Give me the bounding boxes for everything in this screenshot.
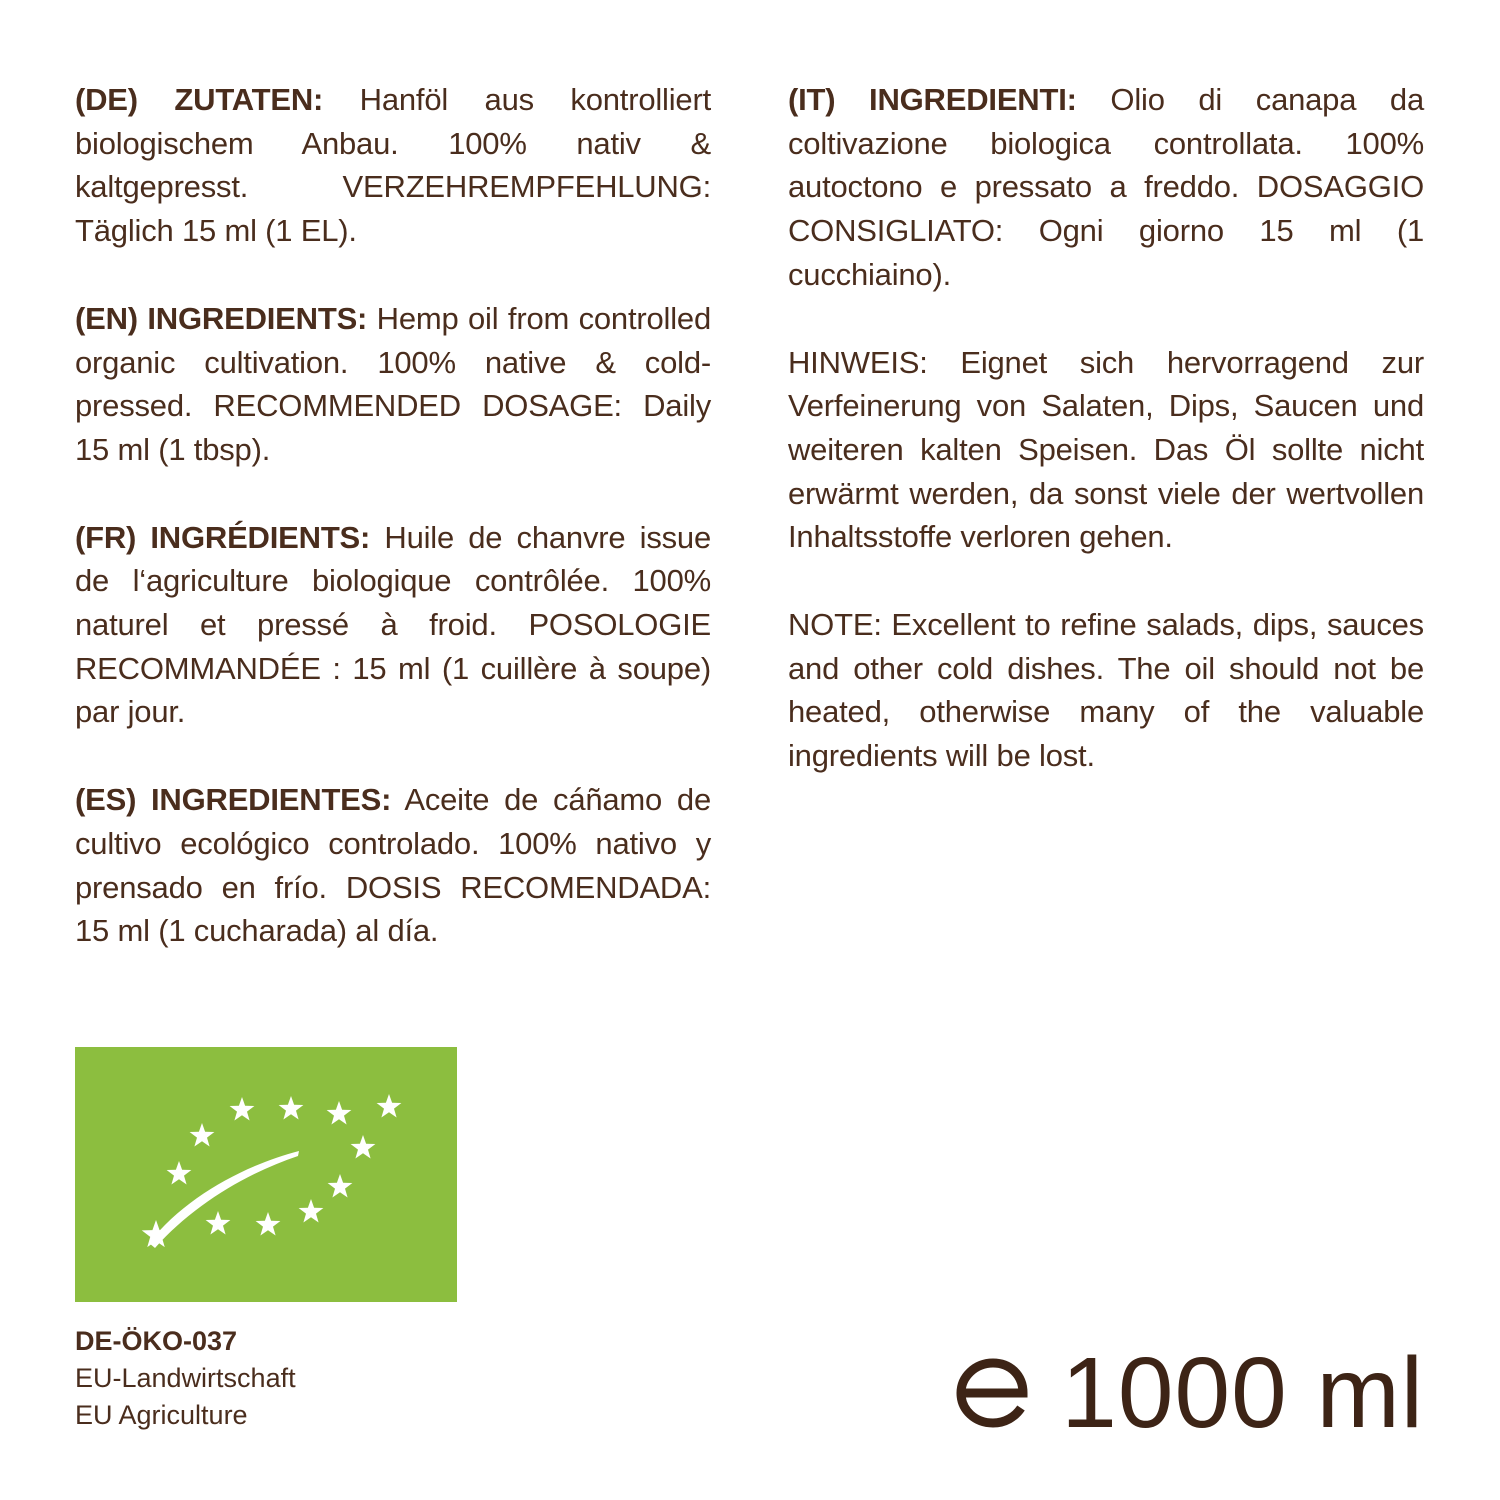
- volume-text: 1000 ml: [1061, 1337, 1424, 1449]
- eu-organic-logo: [75, 1047, 457, 1302]
- ingredients-en: [75, 297, 711, 472]
- left-column: [75, 78, 711, 997]
- ingredients-fr-heading: (FR) INGRÉDIENTS:: [75, 519, 371, 555]
- note-en: [788, 603, 1424, 778]
- ingredients-de-heading: (DE) ZUTATEN:: [75, 82, 324, 117]
- star-icon: [327, 1101, 352, 1125]
- star-icon: [206, 1211, 231, 1235]
- star-icon: [351, 1135, 376, 1159]
- ingredients-fr-text: Huile de chanvre issue de l‘agriculture biologique contrôlée. 100% naturel et pressé à froid. POSOLOGIE RECOMMANDÉE : 15 ml (1 cuillère à soupe) par jour.: [75, 519, 712, 730]
- ingredients-de-text: Hanföl aus kontrolliert biologischem Anbau. 100% nativ & kaltgepresst. VERZEHREMPFEHLUNG: Täglich 15 ml (1 EL).: [75, 82, 711, 249]
- leaf-stem-icon: [149, 1151, 299, 1248]
- ingredients-es-heading: (ES) INGREDIENTES:: [75, 782, 392, 818]
- leaf-of-stars-icon: [75, 1047, 457, 1302]
- star-icon: [299, 1199, 324, 1223]
- star-icon: [279, 1096, 304, 1120]
- star-icon: [377, 1094, 402, 1118]
- ingredients-en-text: Hemp oil from controlled organic cultivation. 100% native & cold-pressed. RECOMMENDED DOSAGE: Daily 15 ml (1 tbsp).: [75, 300, 711, 467]
- right-column: [788, 78, 1424, 822]
- star-icon: [328, 1174, 353, 1198]
- note-en-text: NOTE: Excellent to refine salads, dips, sauces and other cold dishes. The oil should not be heated, otherwise many of the valuable ingredients will be lost.: [788, 607, 1424, 774]
- star-icon: [190, 1123, 215, 1147]
- certification-line-de: EU-Landwirtschaft: [75, 1363, 296, 1393]
- certification-code: DE-ÖKO-037: [75, 1326, 238, 1356]
- ingredients-it-heading: (IT) INGREDIENTI:: [788, 82, 1077, 117]
- certification-block: [75, 1323, 296, 1434]
- star-icon: [167, 1161, 192, 1185]
- ingredients-it: [788, 78, 1424, 297]
- star-icon: [230, 1097, 255, 1121]
- star-icon: [256, 1212, 281, 1236]
- estimated-sign-icon: [953, 1353, 1033, 1433]
- certification-line-en: EU Agriculture: [75, 1400, 248, 1430]
- ingredients-en-heading: (EN) INGREDIENTS:: [75, 300, 368, 336]
- ingredients-es: [75, 778, 711, 953]
- ingredients-de: [75, 78, 711, 253]
- ingredients-es-text: Aceite de cáñamo de cultivo ecológico controlado. 100% nativo y prensado en frío. DOSIS RECOMENDADA: 15 ml (1 cucharada) al día.: [75, 782, 711, 949]
- note-de: [788, 341, 1424, 560]
- ingredients-fr: [75, 516, 711, 735]
- note-de-text: HINWEIS: Eignet sich hervorragend zur Verfeinerung von Salaten, Dips, Saucen und weiteren kalten Speisen. Das Öl sollte nicht erwärmt werden, da sonst viele der wertvollen Inhaltsstoffe verloren gehen.: [788, 344, 1424, 555]
- volume-label: [953, 1338, 1424, 1448]
- ingredients-it-text: Olio di canapa da coltivazione biologica controllata. 100% autoctono e pressato a freddo. DOSAGGIO CONSIGLIATO: Ogni giorno 15 ml (1 cucchiaino).: [788, 82, 1424, 292]
